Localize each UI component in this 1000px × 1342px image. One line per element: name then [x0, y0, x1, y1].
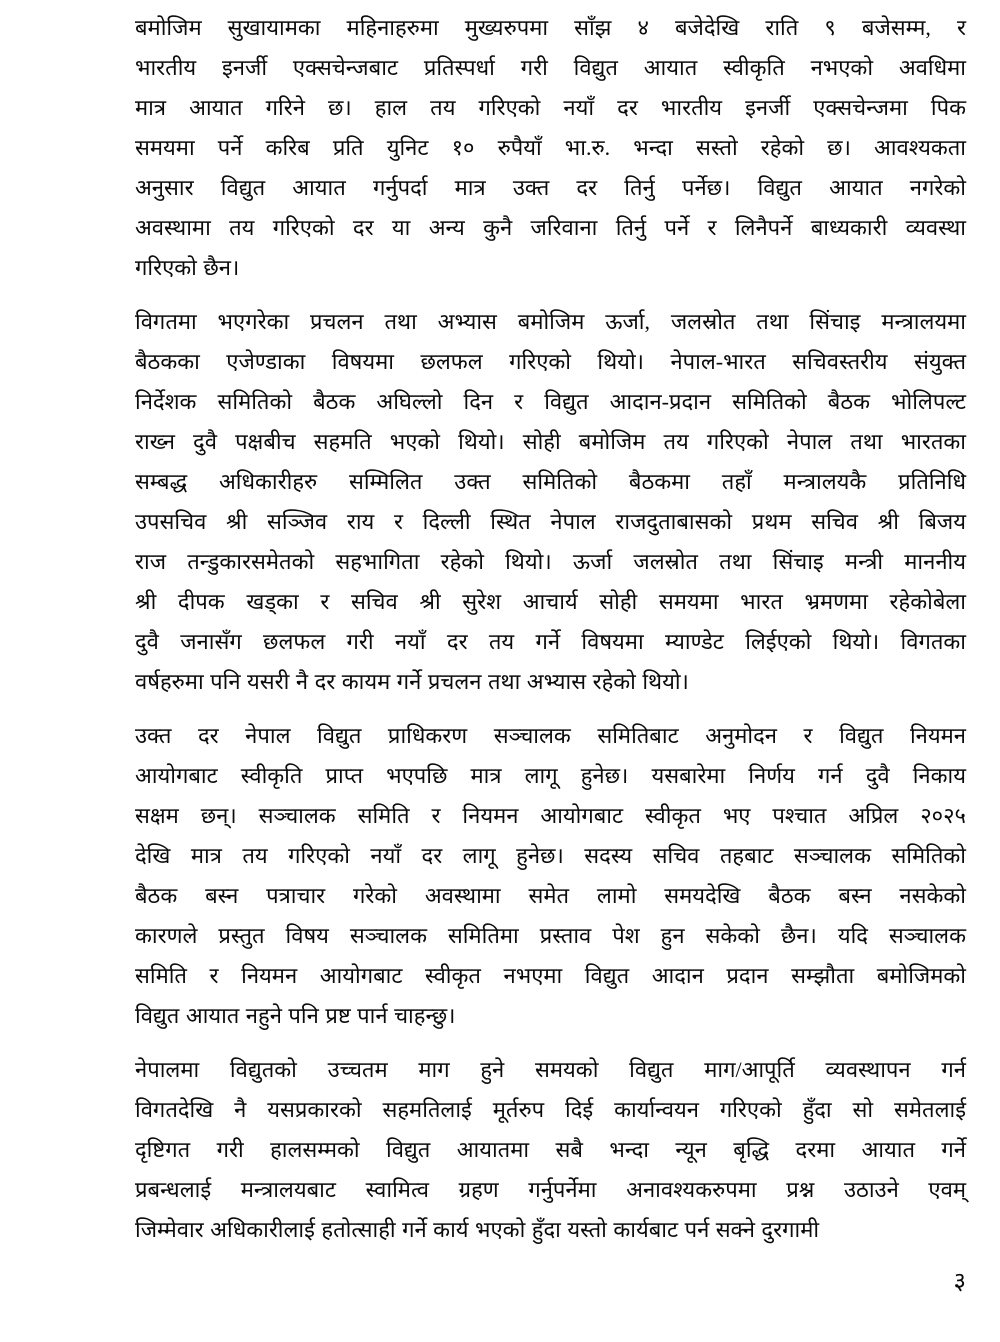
text-line: भारतीय इनर्जी एक्सचेन्जबाट प्रतिस्पर्धा गरी विद्युत आयात स्वीकृति नभएको अवधिमा: [135, 55, 966, 80]
text-line: राख्न दुवै पक्षबीच सहमति भएको थियो। सोही बमोजिम तय गरिएको नेपाल तथा भारतका: [135, 429, 966, 454]
text-line: देखि मात्र तय गरिएको नयाँ दर लागू हुनेछ। सदस्य सचिव तहबाट सञ्चालक समितिको: [135, 843, 966, 868]
paragraph: [135, 302, 966, 702]
text-line: कारणले प्रस्तुत विषय सञ्चालक समितिमा प्रस्ताव पेश हुन सकेको छैन। यदि सञ्चालक: [135, 923, 966, 948]
text-line: जिम्मेवार अधिकारीलाई हतोत्साही गर्ने कार्य भएको हुँदा यस्तो कार्यबाट पर्न सक्ने दुरगामी: [135, 1217, 820, 1242]
text-line: अनुसार विद्युत आयात गर्नुपर्दा मात्र उक्त दर तिर्नु पर्नेछ। विद्युत आयात नगरेको: [135, 175, 966, 200]
page-number: ३: [953, 1269, 966, 1295]
text-line: विगतदेखि नै यसप्रकारको सहमतिलाई मूर्तरुप दिई कार्यान्वयन गरिएको हुँदा सो समेतलाई: [135, 1097, 966, 1122]
text-line: उक्त दर नेपाल विद्युत प्राधिकरण सञ्चालक समितिबाट अनुमोदन र विद्युत नियमन: [135, 723, 966, 748]
text-line: अवस्थामा तय गरिएको दर या अन्य कुनै जरिवाना तिर्नु पर्ने र लिनैपर्ने बाध्यकारी व्यवस्था: [135, 215, 966, 240]
text-line: नेपालमा विद्युतको उच्चतम माग हुने समयको विद्युत माग/आपूर्ति व्यवस्थापन गर्न: [135, 1057, 966, 1082]
text-line: विगतमा भएगरेका प्रचलन तथा अभ्यास बमोजिम ऊर्जा, जलस्रोत तथा सिंचाइ मन्त्रालयमा: [135, 309, 966, 334]
paragraph: [135, 8, 966, 288]
text-line: बैठकका एजेण्डाका विषयमा छलफल गरिएको थियो। नेपाल-भारत सचिवस्तरीय संयुक्त: [135, 349, 966, 374]
text-line: आयोगबाट स्वीकृति प्राप्त भएपछि मात्र लागू हुनेछ। यसबारेमा निर्णय गर्न दुवै निकाय: [135, 763, 966, 788]
paragraph: [135, 716, 966, 1036]
text-line: दृष्टिगत गरी हालसम्मको विद्युत आयातमा सबै भन्दा न्यून बृद्धि दरमा आयात गर्ने: [135, 1137, 966, 1162]
text-line: सक्षम छन्। सञ्चालक समिति र नियमन आयोगबाट स्वीकृत भए पश्चात अप्रिल २०२५: [135, 803, 966, 828]
text-line: श्री दीपक खड्का र सचिव श्री सुरेश आचार्य सोही समयमा भारत भ्रमणमा रहेकोबेला: [135, 589, 966, 614]
paragraph: [135, 1050, 966, 1250]
text-line: प्रबन्धलाई मन्त्रालयबाट स्वामित्व ग्रहण गर्नुपर्नेमा अनावश्यकरुपमा प्रश्न उठाउने एवम्: [135, 1177, 966, 1202]
text-line: दुवै जनासँग छलफल गरी नयाँ दर तय गर्ने विषयमा म्याण्डेट लिईएको थियो। विगतका: [135, 629, 966, 654]
text-line: मात्र आयात गरिने छ। हाल तय गरिएको नयाँ दर भारतीय इनर्जी एक्सचेन्जमा पिक: [135, 95, 966, 120]
text-line: उपसचिव श्री सञ्जिव राय र दिल्ली स्थित नेपाल राजदुताबासको प्रथम सचिव श्री बिजय: [135, 509, 966, 534]
text-line: वर्षहरुमा पनि यसरी नै दर कायम गर्ने प्रचलन तथा अभ्यास रहेको थियो।: [135, 669, 689, 694]
text-line: सम्बद्ध अधिकारीहरु सम्मिलित उक्त समितिको बैठकमा तहाँ मन्त्रालयकै प्रतिनिधि: [135, 469, 966, 494]
text-line: विद्युत आयात नहुने पनि प्रष्ट पार्न चाहन्छु।: [135, 1003, 456, 1028]
text-line: बैठक बस्न पत्राचार गरेको अवस्थामा समेत लामो समयदेखि बैठक बस्न नसकेको: [135, 883, 966, 908]
text-line: समयमा पर्ने करिब प्रति युनिट १० रुपैयाँ भा.रु. भन्दा सस्तो रहेको छ। आवश्यकता: [135, 135, 966, 160]
text-line: निर्देशक समितिको बैठक अघिल्लो दिन र विद्युत आदान-प्रदान समितिको बैठक भोलिपल्ट: [135, 389, 966, 414]
text-line: बमोजिम सुखायामका महिनाहरुमा मुख्यरुपमा साँझ ४ बजेदेखि राति ९ बजेसम्म, र: [135, 15, 966, 40]
text-line: राज तन्डुकारसमेतको सहभागिता रहेको थियो। ऊर्जा जलस्रोत तथा सिंचाइ मन्त्री माननीय: [135, 549, 966, 574]
text-line: गरिएको छैन।: [135, 255, 240, 280]
text-line: समिति र नियमन आयोगबाट स्वीकृत नभएमा विद्युत आदान प्रदान सम्झौता बमोजिमको: [135, 963, 966, 988]
document-body-text: [135, 8, 966, 1250]
